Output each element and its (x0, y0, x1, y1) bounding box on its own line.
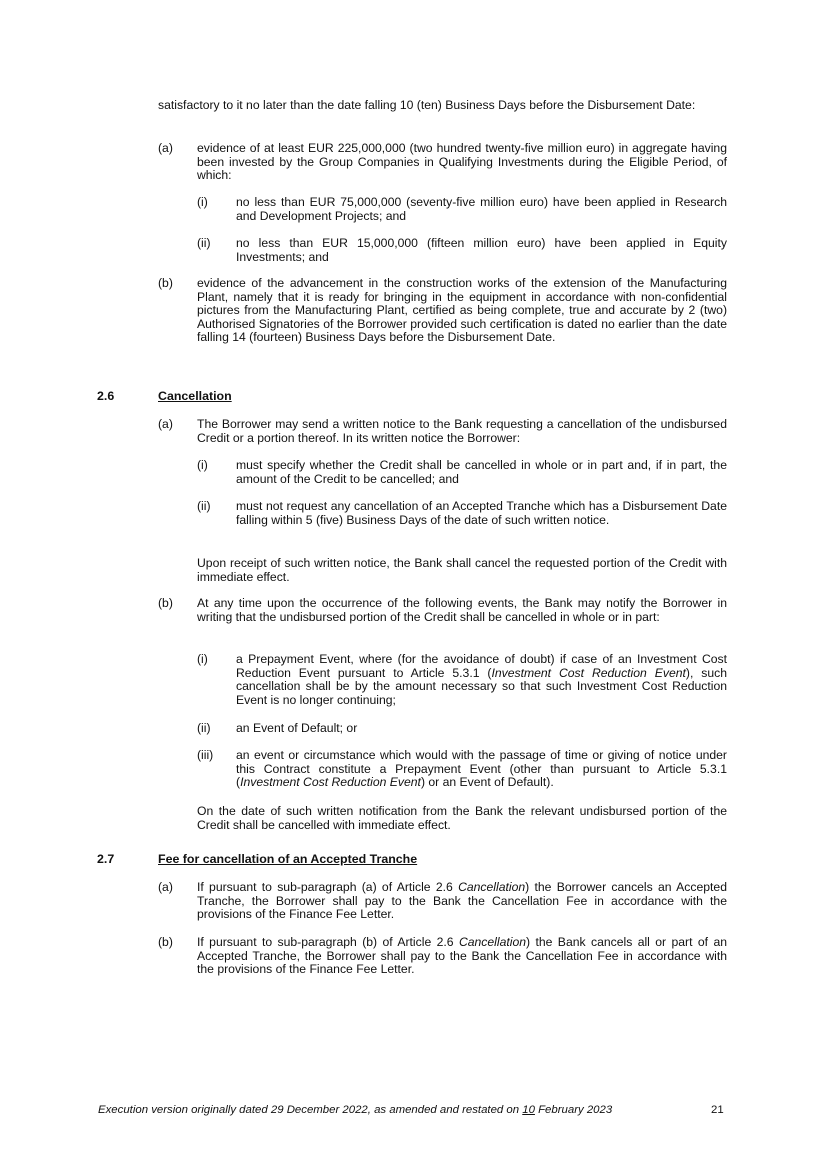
intro-paragraph: satisfactory to it no later than the date falling 10 (ten) Business Days before the Disbursement Date: (158, 98, 696, 112)
section-2-6-a-ii-text: must not request any cancellation of an Accepted Tranche which has a Disbursement Date falling within 5 (five) Business Days of the date of such written notice. (236, 499, 727, 527)
section-2-6-b-label-i: (i) (197, 652, 208, 666)
section-2-6-number: 2.6 (97, 389, 115, 403)
section-2-6-b-i-text: a Prepayment Event, where (for the avoidance of doubt) if case of an Investment Cost Reduction Event pursuant to Article 5.3.1 (Investment Cost Reduction Event), such cancellation shall be by the amount necessary so that such Investment Cost Reduction Event is no longer continuing; (236, 652, 728, 707)
section-2-6-label-a: (a) (158, 417, 173, 431)
sublist-label-i: (i) (197, 195, 208, 209)
list-label-b: (b) (158, 276, 173, 290)
section-2-6-b-iii-text: an event or circumstance which would with the passage of time or giving of notice under this Contract constitute a Prepayment Event (other than pursuant to Article 5.3.1 (Investment Cost Reduction Event) or an Event of Default). (236, 748, 727, 790)
list-label-a: (a) (158, 141, 173, 155)
section-2-7-b-text: If pursuant to sub-paragraph (b) of Article 2.6 Cancellation) the Bank cancels all or part of an Accepted Tranche, the Borrower shall pay to the Bank the Cancellation Fee in accordance with the provisions of the Finance Fee Letter. (197, 935, 727, 977)
list-item-a-text: evidence of at least EUR 225,000,000 (two hundred twenty-five million euro) in aggregate having been invested by the Group Companies in Qualifying Investments during the Eligible Period, of which: (197, 141, 727, 183)
list-item-b-text: evidence of the advancement in the construction works of the extension of the Manufacturing Plant, namely that it is ready for bringing in the equipment in accordance with non-confidential pictures from the Manufacturing Plant, certified as being complete, true and accurate by 2 (two) Authorised Signatories of the Borrower provided such certification is dated no earlier than the date falling 14 (fourteen) Business Days before the Disbursement Date. (197, 276, 727, 345)
sublist-item-i-text: no less than EUR 75,000,000 (seventy-five million euro) have been applied in Research and Development Projects; and (236, 195, 727, 223)
article-reference-italic: Cancellation (458, 935, 527, 949)
sublist-label-ii: (ii) (197, 236, 211, 250)
section-2-7-title: Fee for cancellation of an Accepted Tranche (158, 852, 418, 866)
sublist-item-ii-text: no less than EUR 15,000,000 (fifteen million euro) have been applied in Equity Investments; and (236, 236, 727, 264)
article-reference-italic: Investment Cost Reduction Event (240, 775, 421, 790)
article-reference-italic: Investment Cost Reduction Event (491, 665, 686, 680)
section-2-6-b-label-ii: (ii) (197, 721, 211, 735)
section-2-7-label-a: (a) (158, 880, 173, 894)
section-2-6-b-text: At any time upon the occurrence of the following events, the Bank may notify the Borrower in writing that the undisbursed portion of the Credit shall be cancelled in whole or in part: (197, 596, 727, 624)
section-2-6-a-closing: Upon receipt of such written notice, the Bank shall cancel the requested portion of the Credit with immediate effect. (197, 556, 727, 584)
footer-version-note: Execution version originally dated 29 December 2022, as amended and restated on 10 February 2023 (98, 1104, 613, 1116)
section-2-6-a-i-text: must specify whether the Credit shall be cancelled in whole or in part and, if in part, the amount of the Credit to be cancelled; and (236, 458, 727, 486)
page-number: 21 (711, 1104, 724, 1116)
section-2-6-a-text: The Borrower may send a written notice to the Bank requesting a cancellation of the undisbursed Credit or a portion thereof. In its written notice the Borrower: (197, 417, 727, 445)
section-2-6-label-b: (b) (158, 596, 173, 610)
section-2-6-title: Cancellation (158, 389, 232, 403)
article-reference-italic: Cancellation (458, 880, 526, 894)
section-2-7-a-text: If pursuant to sub-paragraph (a) of Article 2.6 Cancellation) the Borrower cancels an Accepted Tranche, the Borrower shall pay to the Bank the Cancellation Fee in accordance with the provisions of the Finance Fee Letter. (197, 880, 727, 922)
footer-underlined-day: 10 (522, 1104, 535, 1116)
section-2-7-number: 2.7 (97, 852, 115, 866)
section-2-7-label-b: (b) (158, 935, 173, 949)
section-2-6-b-ii-text: an Event of Default; or (236, 721, 358, 735)
section-2-6-b-label-iii: (iii) (197, 748, 214, 762)
section-2-6-b-closing: On the date of such written notification from the Bank the relevant undisbursed portion of the Credit shall be cancelled with immediate effect. (197, 804, 727, 832)
section-2-6-a-label-ii: (ii) (197, 499, 211, 513)
section-2-6-a-label-i: (i) (197, 458, 208, 472)
